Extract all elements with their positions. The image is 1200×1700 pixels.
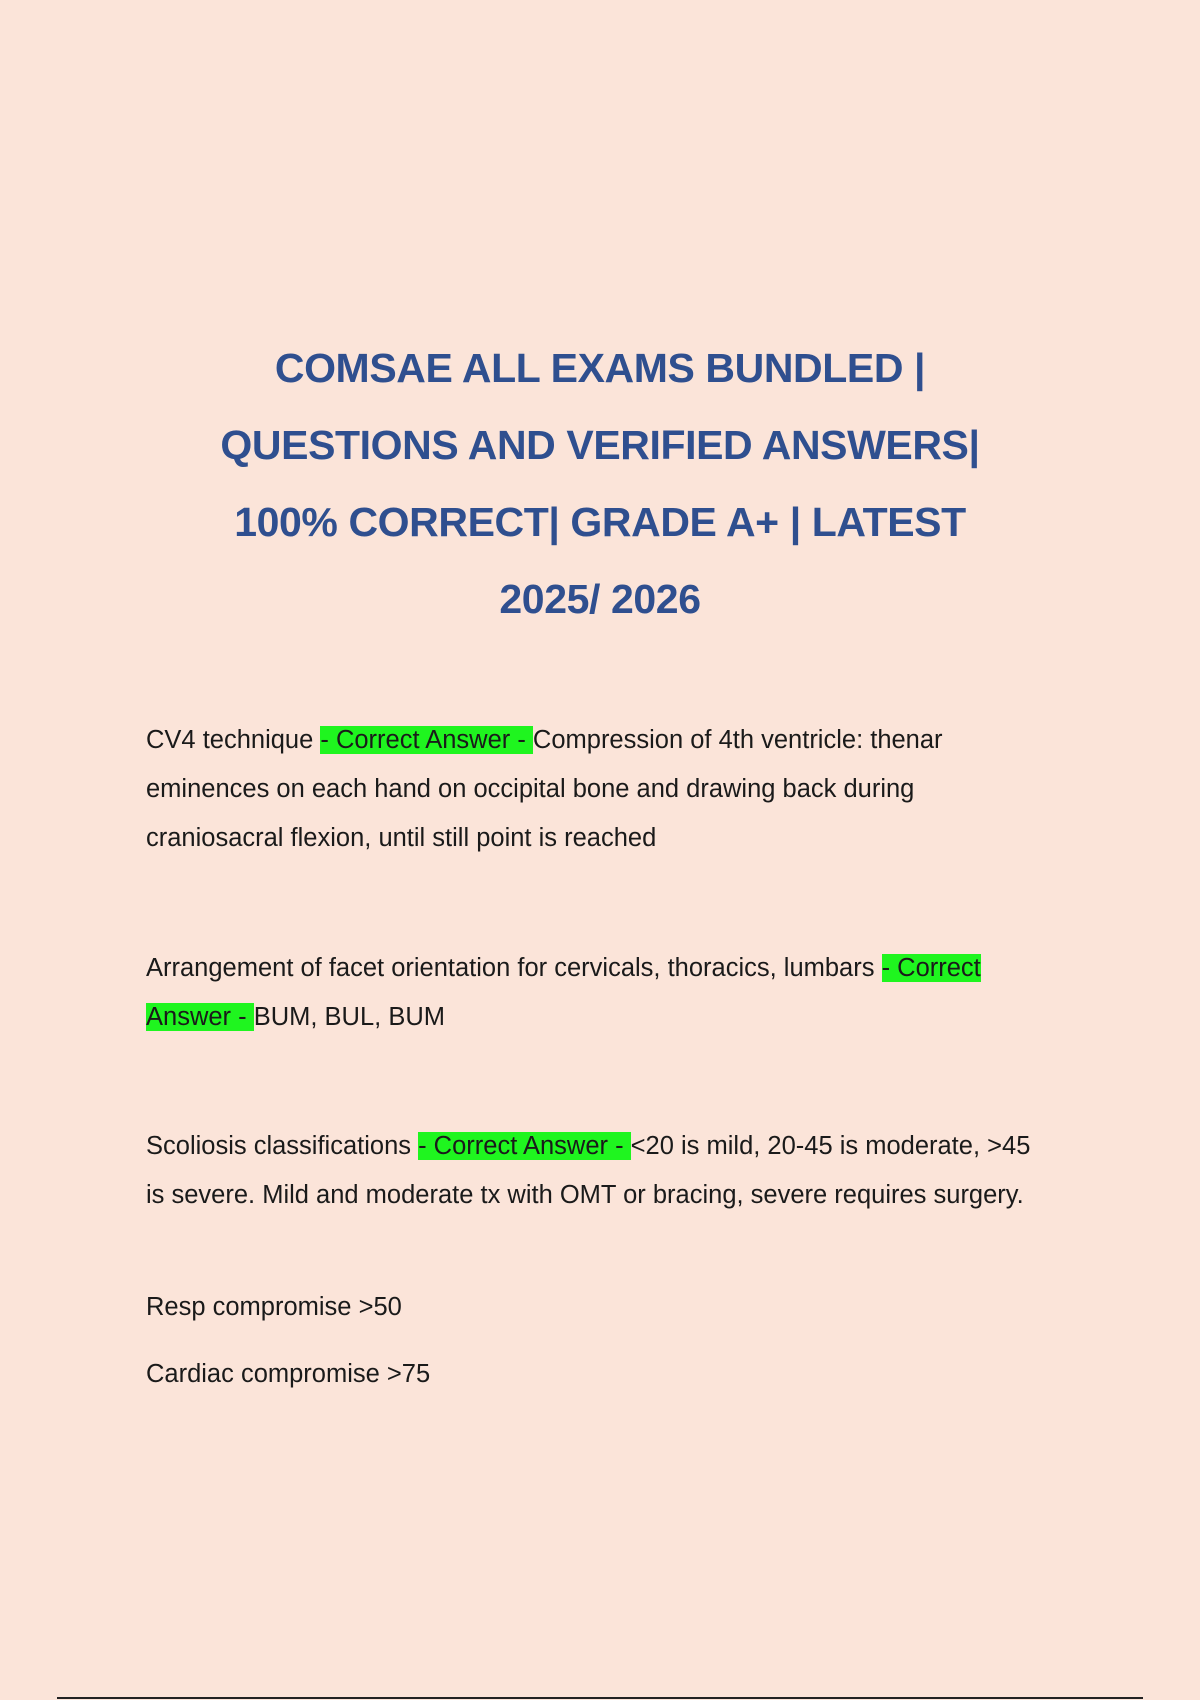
note-cardiac-compromise: Cardiac compromise >75 xyxy=(146,1360,431,1388)
answer-text: BUM, BUL, BUM xyxy=(253,1003,445,1031)
note-resp-compromise: Resp compromise >50 xyxy=(146,1293,402,1321)
title-line: 2025/ 2026 xyxy=(499,576,701,622)
correct-answer-marker: - Correct Answer - xyxy=(418,1132,631,1160)
footer-divider xyxy=(57,1697,1143,1699)
question-text: CV4 technique xyxy=(146,726,321,754)
title-line: 100% CORRECT| GRADE A+ | LATEST xyxy=(234,499,966,545)
title-line: QUESTIONS AND VERIFIED ANSWERS| xyxy=(220,422,980,468)
correct-answer-marker: - Correct Answer - xyxy=(320,726,533,754)
answer-text: <20 is mild, 20-45 is moderate, >45 is severe. Mild and moderate tx with OMT or bracing, severe requires surgery. xyxy=(146,1132,1031,1209)
answer-text: Compression of 4th ventricle: thenar eminences on each hand on occipital bone and drawing back during craniosacral flexion, until still point is reached xyxy=(146,726,943,852)
title-line: COMSAE ALL EXAMS BUNDLED | xyxy=(274,345,926,391)
correct-answer-marker: - Correct Answer - xyxy=(146,954,981,1031)
qa-item-scoliosis-classifications xyxy=(146,1122,1046,1220)
question-text: Scoliosis classifications xyxy=(146,1132,419,1160)
question-text: Arrangement of facet orientation for cervicals, thoracics, lumbars xyxy=(146,954,882,982)
qa-item-cv4-technique xyxy=(146,716,1046,863)
qa-item-facet-orientation xyxy=(146,944,1046,1042)
page-title xyxy=(146,330,1054,638)
